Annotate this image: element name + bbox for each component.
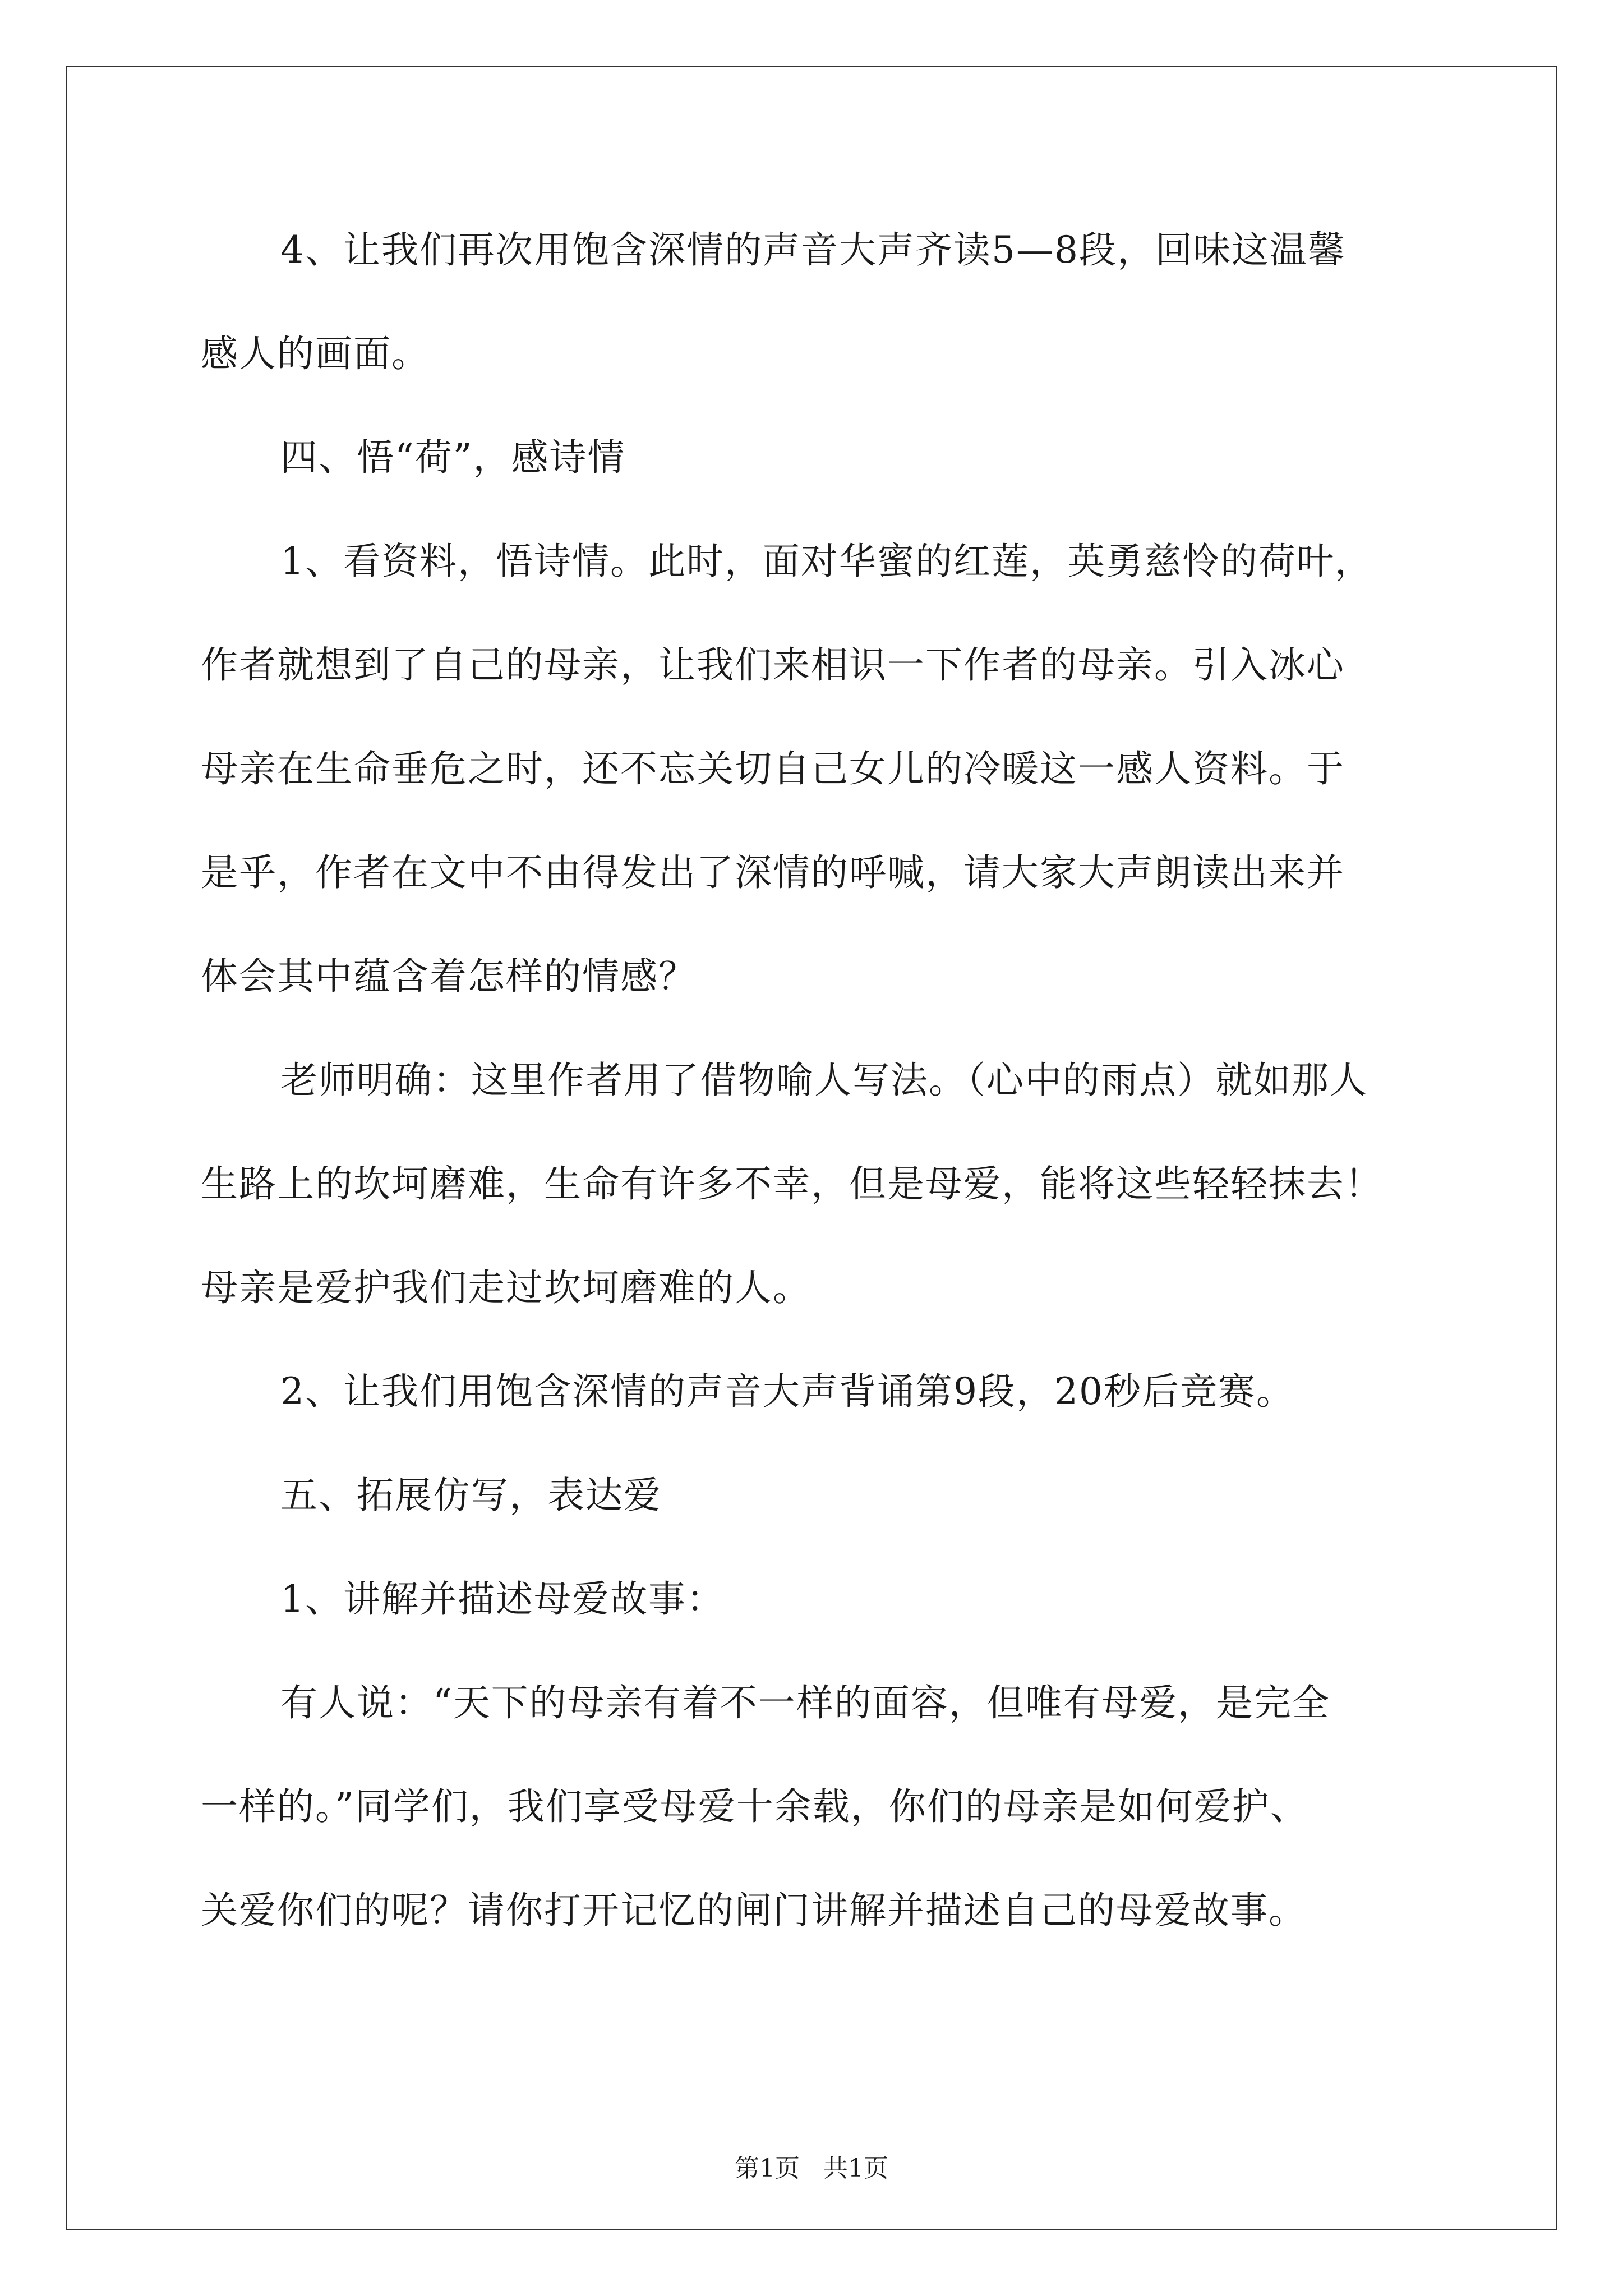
line-3: 四、悟“荷”，感诗情 bbox=[280, 436, 626, 479]
line-7: 是乎，作者在文中不由得发出了深情的呼喊，请大家大声朗读出来并 bbox=[201, 851, 1345, 894]
line-13: 五、拓展仿写，表达爱 bbox=[280, 1474, 662, 1517]
line-5: 作者就想到了自己的母亲，让我们来相识一下作者的母亲。引入冰心 bbox=[201, 643, 1345, 687]
line-2: 感人的画面。 bbox=[201, 332, 430, 375]
line-16: 一样的。”同学们，我们享受母爱十余载，你们的母亲是如何爱护、 bbox=[201, 1785, 1308, 1828]
line-6: 母亲在生命垂危之时，还不忘关切自己女儿的冷暖这一感人资料。于 bbox=[201, 747, 1345, 790]
page-footer: 第1页 共1页 bbox=[735, 2154, 888, 2183]
line-14: 1、讲解并描述母爱故事： bbox=[280, 1577, 725, 1621]
line-15: 有人说：“天下的母亲有着不一样的面容，但唯有母爱，是完全 bbox=[280, 1681, 1330, 1724]
document-body bbox=[201, 219, 1435, 1983]
line-11: 母亲是爱护我们走过坎坷磨难的人。 bbox=[201, 1266, 811, 1309]
line-10: 生路上的坎坷磨难，生命有许多不幸，但是母爱，能将这些轻轻抹去！ bbox=[201, 1162, 1383, 1205]
line-1: 4、让我们再次用饱含深情的声音大声齐读5—8段，回味这温馨 bbox=[280, 228, 1346, 272]
line-12: 2、让我们用饱含深情的声音大声背诵第9段，20秒后竞赛。 bbox=[280, 1370, 1294, 1413]
line-4: 1、看资料，悟诗情。此时，面对华蜜的红莲，英勇慈怜的荷叶， bbox=[280, 540, 1373, 583]
line-8: 体会其中蕴含着怎样的情感？ bbox=[201, 955, 697, 998]
line-17: 关爱你们的呢？请你打开记忆的闸门讲解并描述自己的母爱故事。 bbox=[201, 1889, 1307, 1932]
line-9: 老师明确：这里作者用了借物喻人写法。（心中的雨点）就如那人 bbox=[280, 1059, 1368, 1102]
